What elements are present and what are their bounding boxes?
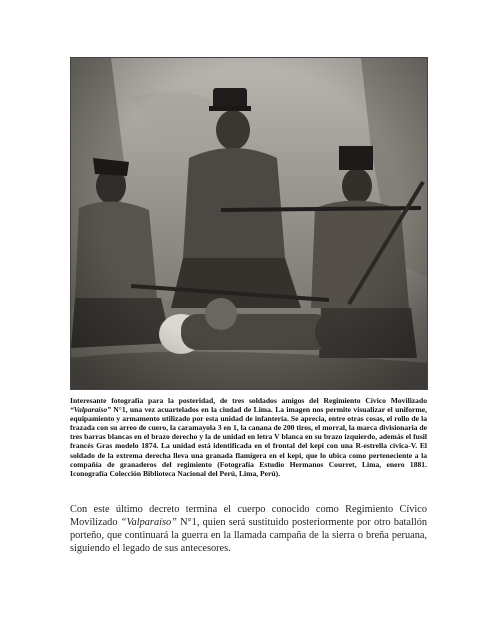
soldiers-photo-icon bbox=[71, 58, 427, 389]
caption-text-part-1: Interesante fotografía para la posteridad, de tres soldados amigos del Regimiento Cívico Movilizado bbox=[70, 396, 427, 405]
body-italic-valparaiso: “Valparaíso” bbox=[120, 517, 177, 528]
caption-text-part-2: N°1, una vez acuartelados en la ciudad de Lima. La imagen nos permite visualizar el uniforme, equipamiento y armamento utilizado por esta unidad de infantería. Se aprecia, entre otras cosas, el rollo de la frazada con su arreo de cuero, la caramayola 3 en 1, la canana de 200 tiros, el morral, la marca divisionaria de tres barras blancas en el brazo derecho y la de unidad en letra V blanca en su brazo izquierdo, además el fusil francés Gras modelo 1874. La unidad está identificada en el frontal del kepi con una R-estrella cívica-V. El soldado de la extrema derecha lleva una granada flamígera en el kepi, que lo ubica como perteneciente a la compañía de granaderos del regimiento (Fotografía Estudio Hermanos Courret, Lima, enero 1881. Iconografía Colección Biblioteca Nacional del Perú, Lima, Perú). bbox=[70, 405, 427, 478]
photo-caption bbox=[70, 396, 427, 478]
body-text-part-2: N°1, quien será sustituido posteriormente por otro batallón porteño, que continuará la guerra en la llamada campaña de la sierra o breña peruana, siguiendo el legado de sus antecesores. bbox=[70, 517, 428, 554]
body-paragraph bbox=[70, 503, 427, 555]
caption-italic-valparaiso: “Valparaíso” bbox=[70, 405, 111, 415]
historical-photograph bbox=[70, 57, 428, 390]
body-text-part-1: Con este último decreto termina el cuerpo conocido como Regimiento Cívico Movilizado bbox=[70, 504, 427, 528]
